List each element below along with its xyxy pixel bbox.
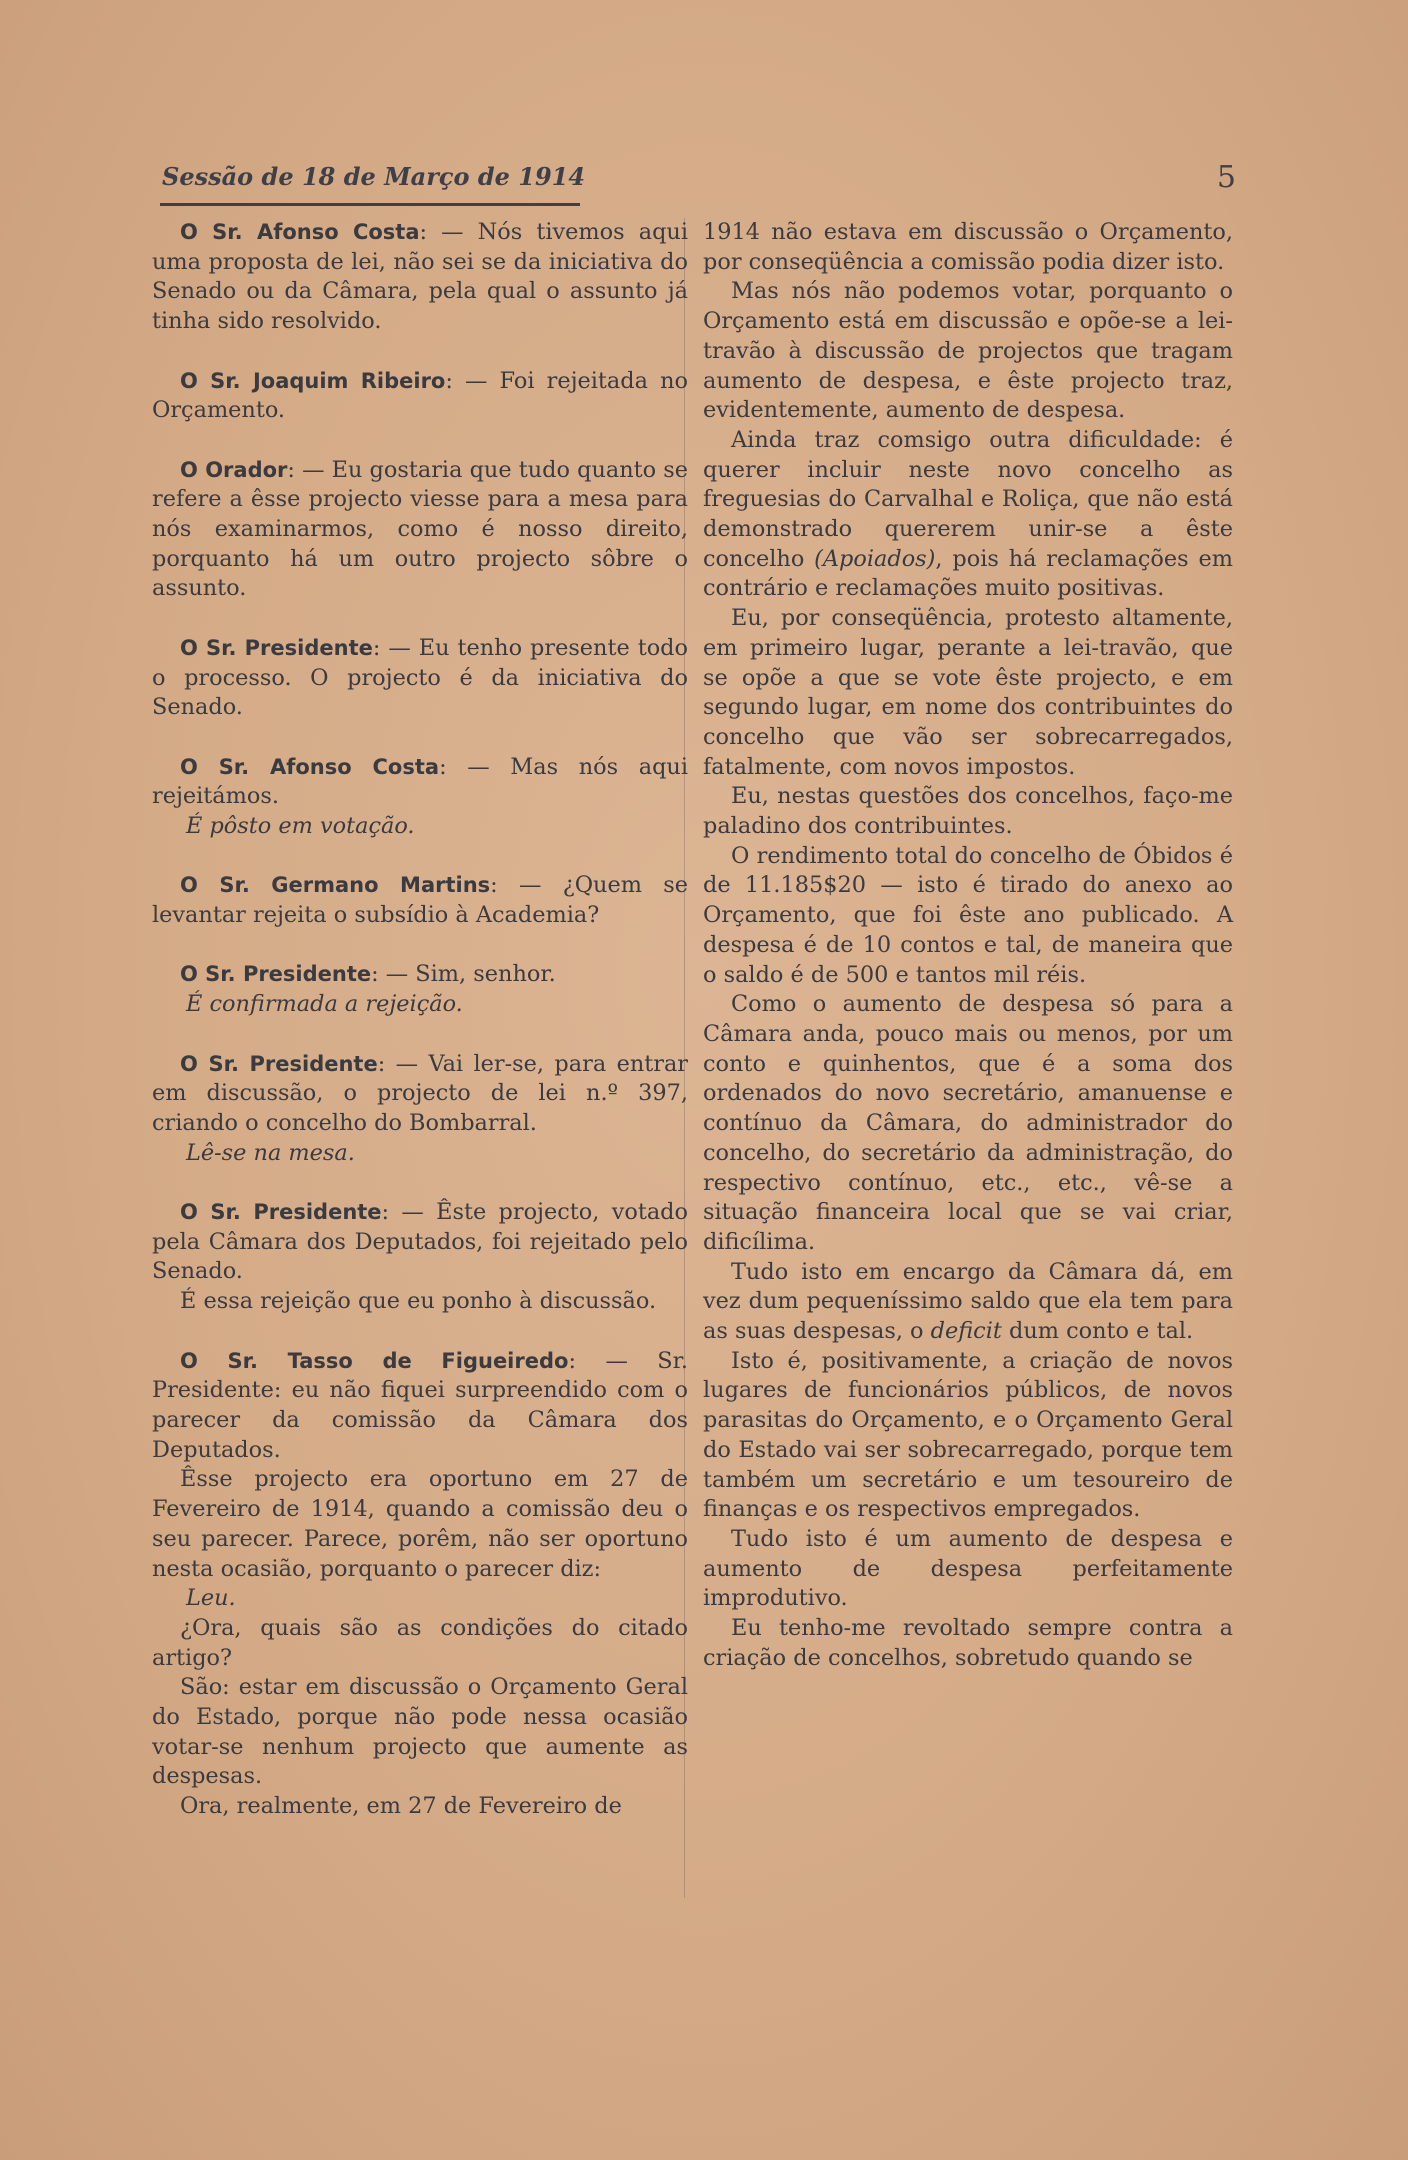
paragraph (703, 277, 1233, 426)
speech-text: : — Mas nós aqui rejeitámos. (152, 753, 689, 810)
speaker-name: O Sr. Tasso de Figueiredo (180, 1348, 569, 1373)
paragraph-text: Como o aumento de despesa só para a Câmara anda, pouco mais ou menos, por um conto e quinhentos, que é a soma dos ordenados do novo secretário, amanuense e contínuo da Câmara, do administrador do concelho, do secretário da administração, do respectivo contínuo, etc., etc., vê-se a situação financeira local que se vai criar, dificílima. (703, 991, 1233, 1255)
paragraph-text: Eu, nestas questões dos concelhos, faço-me paladino dos contribuintes. (703, 783, 1233, 840)
paragraph-text: Êsse projecto era oportuno em 27 de Fevereiro de 1914, quando a comissão deu o seu parecer. Parece, porêm, não ser oportuno nesta ocasião, porquanto o parecer diz: (152, 1466, 688, 1582)
speech-text: : — Eu gostaria que tudo quanto se refere a êsse projecto viesse para a mesa para nós examinarmos, como é nosso direito, porquanto há um outro projecto sôbre o assunto. (152, 456, 689, 602)
speech-paragraph (152, 960, 688, 990)
speaker-name: O Sr. Afonso Costa (180, 220, 420, 244)
stage-note-text: É confirmada a rejeição. (186, 991, 463, 1018)
continued-paragraph (703, 218, 1233, 277)
page-number: 5 (1216, 160, 1236, 195)
paragraph (152, 1614, 688, 1673)
speech-paragraph (152, 871, 688, 930)
speech-paragraph (152, 1347, 688, 1466)
paragraph (703, 842, 1233, 991)
speaker-name: O Sr. Presidente (180, 635, 373, 660)
paragraph-text: , pois há reclamações em contrário e reclamações muito positivas. (703, 545, 1233, 602)
paragraph (703, 1258, 1233, 1347)
italic-text: deficit (930, 1318, 1002, 1345)
speech-text: : — Sr. Presidente: eu não fiquei surpreendido com o parecer da comissão da Câmara dos Deputados. (152, 1347, 689, 1463)
stage-note (152, 812, 688, 842)
running-head: Sessão de 18 de Março de 1914 (162, 162, 586, 191)
speech-paragraph (152, 634, 688, 723)
speaker-name: O Orador (180, 457, 288, 482)
speaker-name: O Sr. Joaquim Ribeiro (180, 368, 446, 393)
speech-text: : — ¿Quem se levantar rejeita o subsídio à Academia? (152, 872, 688, 929)
paragraph-text: Ora, realmente, em 27 de Fevereiro de (180, 1793, 622, 1820)
page-header (160, 158, 1236, 198)
speech-paragraph (152, 456, 688, 605)
paragraph (703, 782, 1233, 841)
speaker-name: O Sr. Germano Martins (180, 873, 491, 898)
paragraph (703, 1525, 1233, 1614)
speaker-name: O Sr. Presidente (180, 962, 372, 987)
paragraph (703, 1347, 1233, 1525)
paragraph-text: São: estar em discussão o Orçamento Geral do Estado, porque não pode nessa ocasião votar-se nenhum projecto que aumente as despesas. (152, 1674, 688, 1790)
speech-text: : — Vai ler-se, para entrar em discussão, o projecto de lei n.º 397, criando o concelho do Bombarral. (152, 1050, 689, 1136)
left-column (152, 218, 688, 1822)
speech-paragraph (152, 1050, 688, 1139)
paragraph (152, 1673, 688, 1792)
paragraph-text: Eu, por conseqüência, protesto altamente, em primeiro lugar, perante a lei-travão, que se opõe a que se vote êste projecto, e em segundo lugar, em nome dos contribuintes do concelho que vão ser sobrecarregados, fatalmente, com novos impostos. (703, 605, 1233, 780)
right-column (703, 218, 1233, 1673)
stage-note-text: É pôsto em votação. (186, 813, 415, 839)
stage-note-text: Lê-se na mesa. (186, 1139, 355, 1166)
paragraph-text: Eu tenho-me revoltado sempre contra a criação de concelhos, sobretudo quando se (703, 1615, 1233, 1671)
speech-paragraph (152, 1198, 688, 1287)
stage-note (152, 1584, 688, 1614)
speech-paragraph (152, 753, 688, 812)
italic-text: (Apoiados) (814, 545, 936, 572)
paragraph-text: 1914 não estava em discussão o Orçamento, por conseqüência a comissão podia dizer isto. (703, 219, 1233, 275)
speaker-name: O Sr. Afonso Costa (180, 754, 440, 779)
speech-paragraph (152, 367, 688, 426)
header-rule (160, 203, 580, 206)
paragraph (152, 1465, 688, 1584)
paragraph-text: dum conto e tal. (1001, 1318, 1194, 1345)
paragraph (703, 426, 1233, 604)
speaker-name: O Sr. Presidente (180, 1200, 382, 1225)
stage-note (152, 1139, 688, 1169)
paragraph-text: O rendimento total do concelho de Óbidos é de 11.185$20 — isto é tirado do anexo ao Orçamento, que foi êste ano publicado. A despesa é de 10 contos e tal, de maneira que o saldo é de 500 e tantos mil réis. (703, 842, 1233, 988)
paragraph-text: Mas nós não podemos votar, porquanto o Orçamento está em discussão e opõe-se a lei-travão à discussão de projectos que tragam aumento de despesa, e êste projecto traz, evidentemente, aumento de despesa. (703, 278, 1233, 424)
speech-text: : — Sim, senhor. (371, 961, 556, 988)
speech-text: : — Nós tivemos aqui uma proposta de lei, não sei se da iniciativa do Senado ou da Câmara, pela qual o assunto já tinha sido resolvido. (152, 219, 688, 335)
speech-text: : — Eu tenho presente todo o processo. O projecto é da iniciativa do Senado. (152, 634, 688, 721)
paragraph (152, 1792, 688, 1822)
paragraph (152, 1287, 688, 1317)
paragraph (703, 990, 1233, 1257)
speech-text: : — Foi rejeitada no Orçamento. (152, 367, 688, 424)
paragraph-text: Isto é, positivamente, a criação de novos lugares de funcionários públicos, de novos parasitas do Orçamento, e o Orçamento Geral do Estado vai ser sobrecarregado, porque tem também um secretário e um tesoureiro de finanças e os respectivos empregados. (703, 1347, 1233, 1523)
paragraph-text: Ainda traz comsigo outra dificuldade: é querer incluir neste novo concelho as freguesias do Carvalhal e Roliça, que não está demonstrado quererem unir-se a êste concelho (703, 426, 1233, 572)
stage-note (152, 990, 688, 1020)
stage-note-text: Leu. (186, 1585, 236, 1612)
speech-text: : — Êste projecto, votado pela Câmara dos Deputados, foi rejeitado pelo Senado. (152, 1199, 688, 1285)
paragraph (703, 604, 1233, 782)
paragraph (703, 1614, 1233, 1673)
paragraph-text: Tudo isto é um aumento de despesa e aumento de despesa perfeitamente improdutivo. (703, 1525, 1233, 1612)
paragraph-text: Tudo isto em encargo da Câmara dá, em vez dum pequeníssimo saldo que ela tem para as suas despesas, o (703, 1258, 1233, 1345)
speech-paragraph (152, 218, 688, 337)
paragraph-text: ¿Ora, quais são as condições do citado artigo? (152, 1614, 688, 1671)
paragraph-text: É essa rejeição que eu ponho à discussão. (180, 1288, 657, 1315)
speaker-name: O Sr. Presidente (180, 1051, 378, 1076)
